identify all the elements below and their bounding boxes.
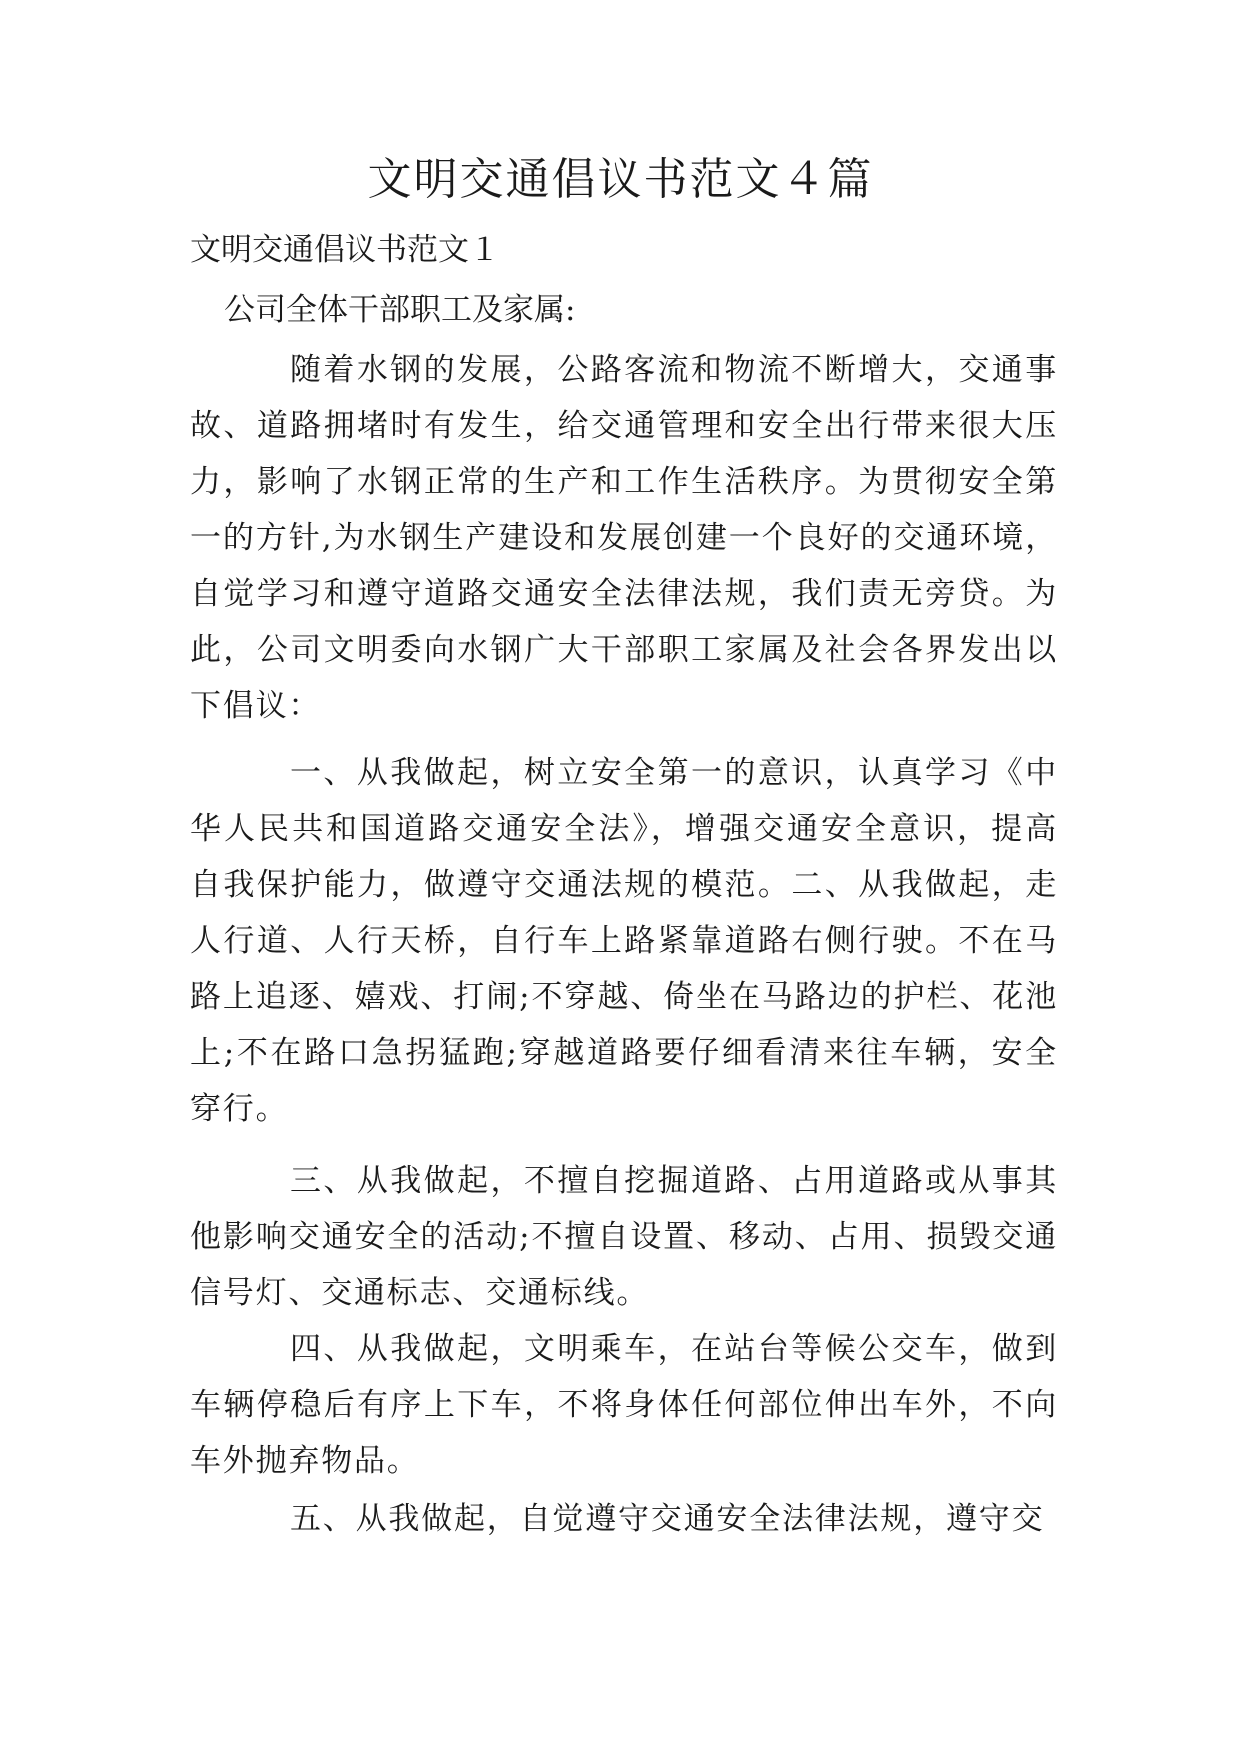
paragraph-item-5: 五、从我做起，自觉遵守交通安全法律法规，遵守交 xyxy=(290,1501,1045,1537)
document-title: 文明交通倡议书范文４篇 xyxy=(367,154,874,205)
paragraph-item-1-2: 一、从我做起，树立安全第一的意识，认真学习《中华人民共和国道路交通安全法》，增强交通安全意识，提高自我保护能力，做遵守交通法规的模范。二、从我做起，走人行道、人行天桥，自行车上路紧靠道路右侧行驶。不在马路上追逐、嬉戏、打闹;不穿越、倚坐在马路边的护栏、花池上;不在路口急拐猛跑;穿越道路要仔细看清来往车辆，安全穿行。 xyxy=(190,755,1058,1127)
salutation: 公司全体干部职工及家属: xyxy=(224,292,576,328)
paragraph-item-4: 四、从我做起，文明乘车，在站台等候公交车，做到车辆停稳后有序上下车，不将身体任何部位伸出车外，不向车外抛弃物品。 xyxy=(190,1331,1058,1479)
paragraph-item-3: 三、从我做起，不擅自挖掘道路、占用道路或从事其他影响交通安全的活动;不擅自设置、移动、占用、损毁交通信号灯、交通标志、交通标线。 xyxy=(190,1163,1058,1311)
paragraph-intro: 随着水钢的发展，公路客流和物流不断增大，交通事故、道路拥堵时有发生，给交通管理和安全出行带来很大压力，影响了水钢正常的生产和工作生活秩序。为贯彻安全第一的方针,为水钢生产建设和发展创建一个良好的交通环境，自觉学习和遵守道路交通安全法律法规，我们责无旁贷。为此，公司文明委向水钢广大干部职工家属及社会各界发出以下倡议： xyxy=(190,352,1058,724)
section-heading: 文明交通倡议书范文１ xyxy=(190,232,500,268)
